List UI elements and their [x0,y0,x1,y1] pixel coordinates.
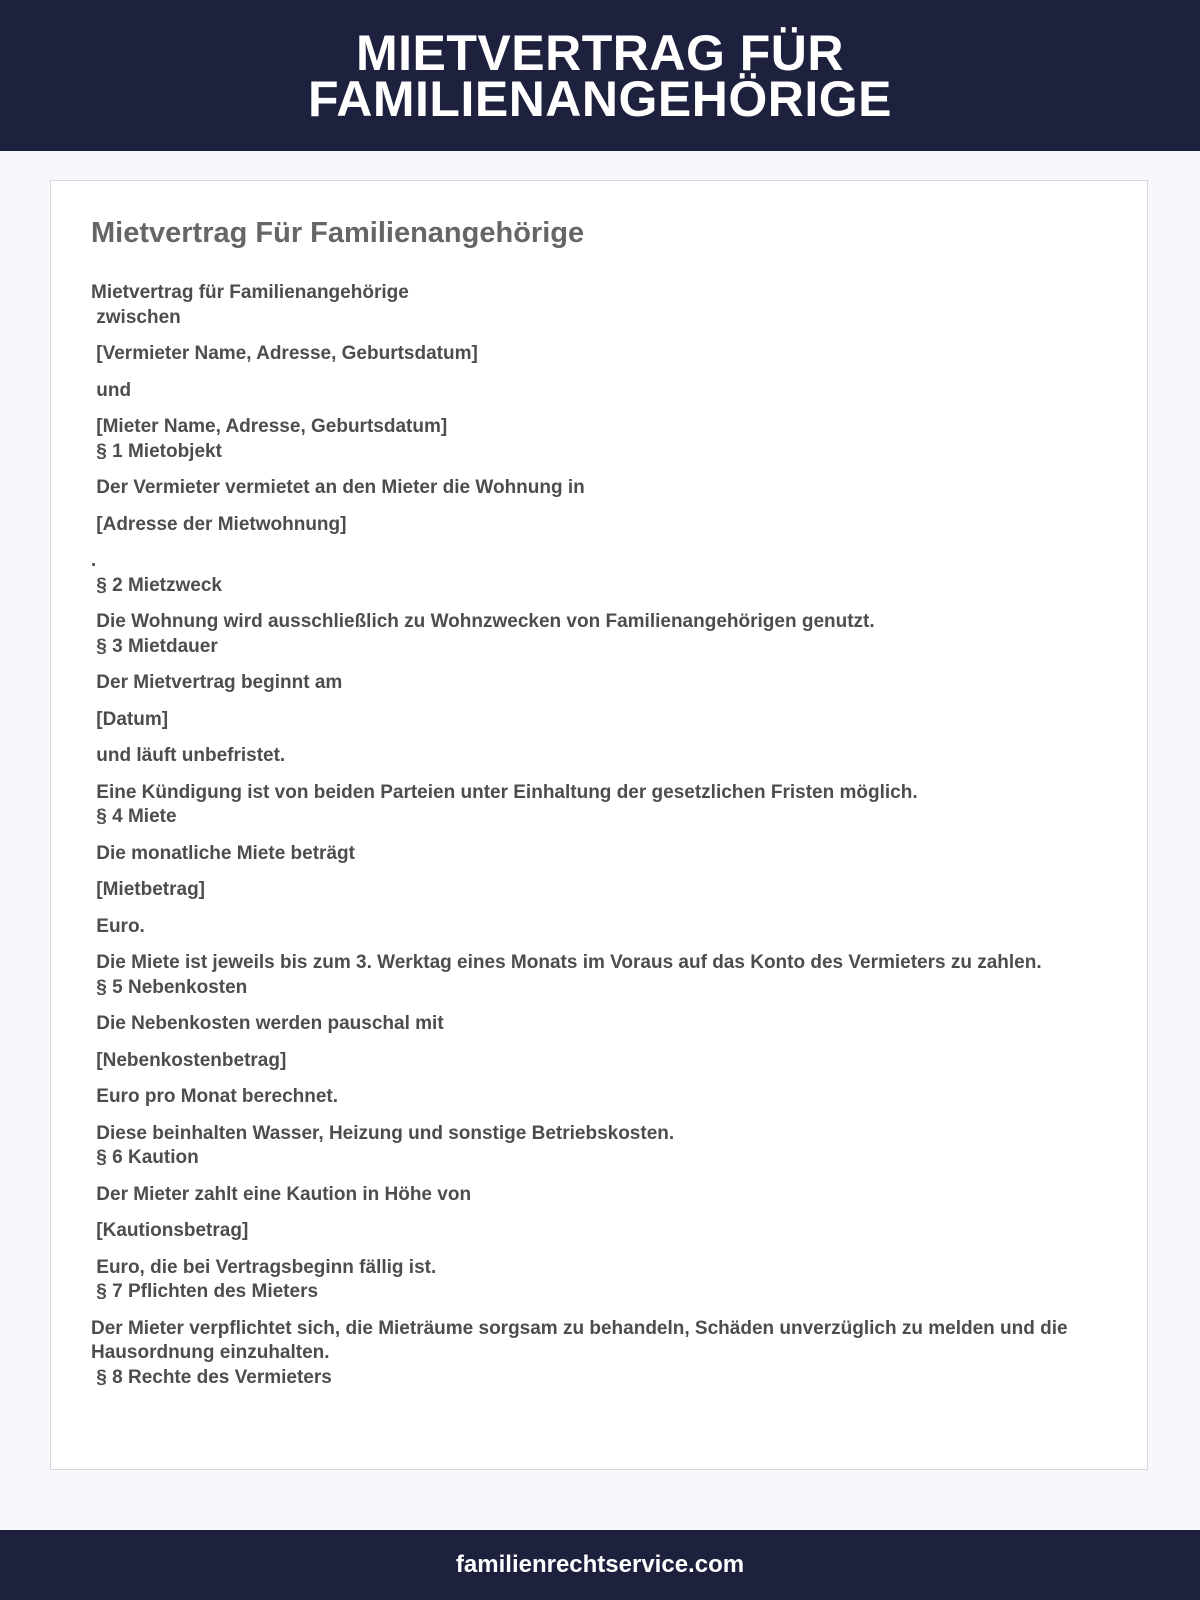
header-title-line-1: MIETVERTRAG FÜR [355,24,845,81]
text-line: Die monatliche Miete beträgt [91,842,355,864]
text-line: Der Mieter zahlt eine Kaution in Höhe von [91,1183,472,1205]
section-heading: § 3 Mietdauer [91,635,218,657]
section-heading: § 6 Kaution [91,1147,199,1168]
text-line: [Kautionsbetrag] [91,1220,249,1241]
header-title-line-2: FAMILIENANGEHÖRIGE [307,70,893,127]
text-line: Eine Kündigung ist von beiden Parteien unter Einhaltung der gesetzlichen Fristen möglich. [91,781,918,803]
text-line: und läuft unbefristet. [91,745,286,766]
document-card [50,180,1148,1470]
section-heading: § 7 Pflichten des Mieters [91,1281,319,1302]
section-heading: § 8 Rechte des Vermieters [91,1366,332,1388]
text-line: Die Miete ist jeweils bis zum 3. Werktag eines Monats im Voraus auf das Konto des Vermieters zu zahlen. [91,952,1042,973]
text-line: [Mietbetrag] [91,879,206,900]
text-line: [Mieter Name, Adresse, Geburtsdatum] [91,416,448,437]
text-line: zwischen [91,306,181,328]
text-line: Euro pro Monat berechnet. [91,1086,339,1107]
section-heading: § 5 Nebenkosten [91,976,248,998]
text-line: Euro. [91,915,145,937]
text-line: Mietvertrag für Familienangehörige [91,282,409,303]
text-line: [Vermieter Name, Adresse, Geburtsdatum] [91,343,478,364]
text-line: [Adresse der Mietwohnung] [91,513,347,535]
text-line: . [91,550,97,571]
text-line: Die Wohnung wird ausschließlich zu Wohnzwecken von Familienangehörigen genutzt. [91,611,875,632]
text-line: Der Vermieter vermietet an den Mieter die Wohnung in [91,477,585,498]
section-heading: § 1 Mietobjekt [91,440,222,462]
text-line: Diese beinhalten Wasser, Heizung und sonstige Betriebskosten. [91,1122,675,1144]
text-line: Die Nebenkosten werden pauschal mit [91,1013,444,1034]
text-line: [Nebenkostenbetrag] [91,1049,287,1071]
section-heading: § 4 Miete [91,806,177,827]
text-line: Der Mieter verpflichtet sich, die Mieträume sorgsam zu behandeln, Schäden unverzüglich zu melden und die Hausordnung einzuhalten. [91,1317,1073,1363]
section-heading: § 2 Mietzweck [91,574,222,596]
text-line: und [91,379,132,401]
text-line: Der Mietvertrag beginnt am [91,672,343,693]
text-line: [Datum] [91,708,169,730]
text-line: Euro, die bei Vertragsbeginn fällig ist. [91,1256,437,1278]
footer-site-name: familienrechtservice.com [455,1551,745,1578]
page-header [0,0,1200,151]
document-body [91,281,1111,1390]
page-footer [0,1530,1200,1600]
document-title: Mietvertrag Für Familienangehörige [91,217,585,249]
